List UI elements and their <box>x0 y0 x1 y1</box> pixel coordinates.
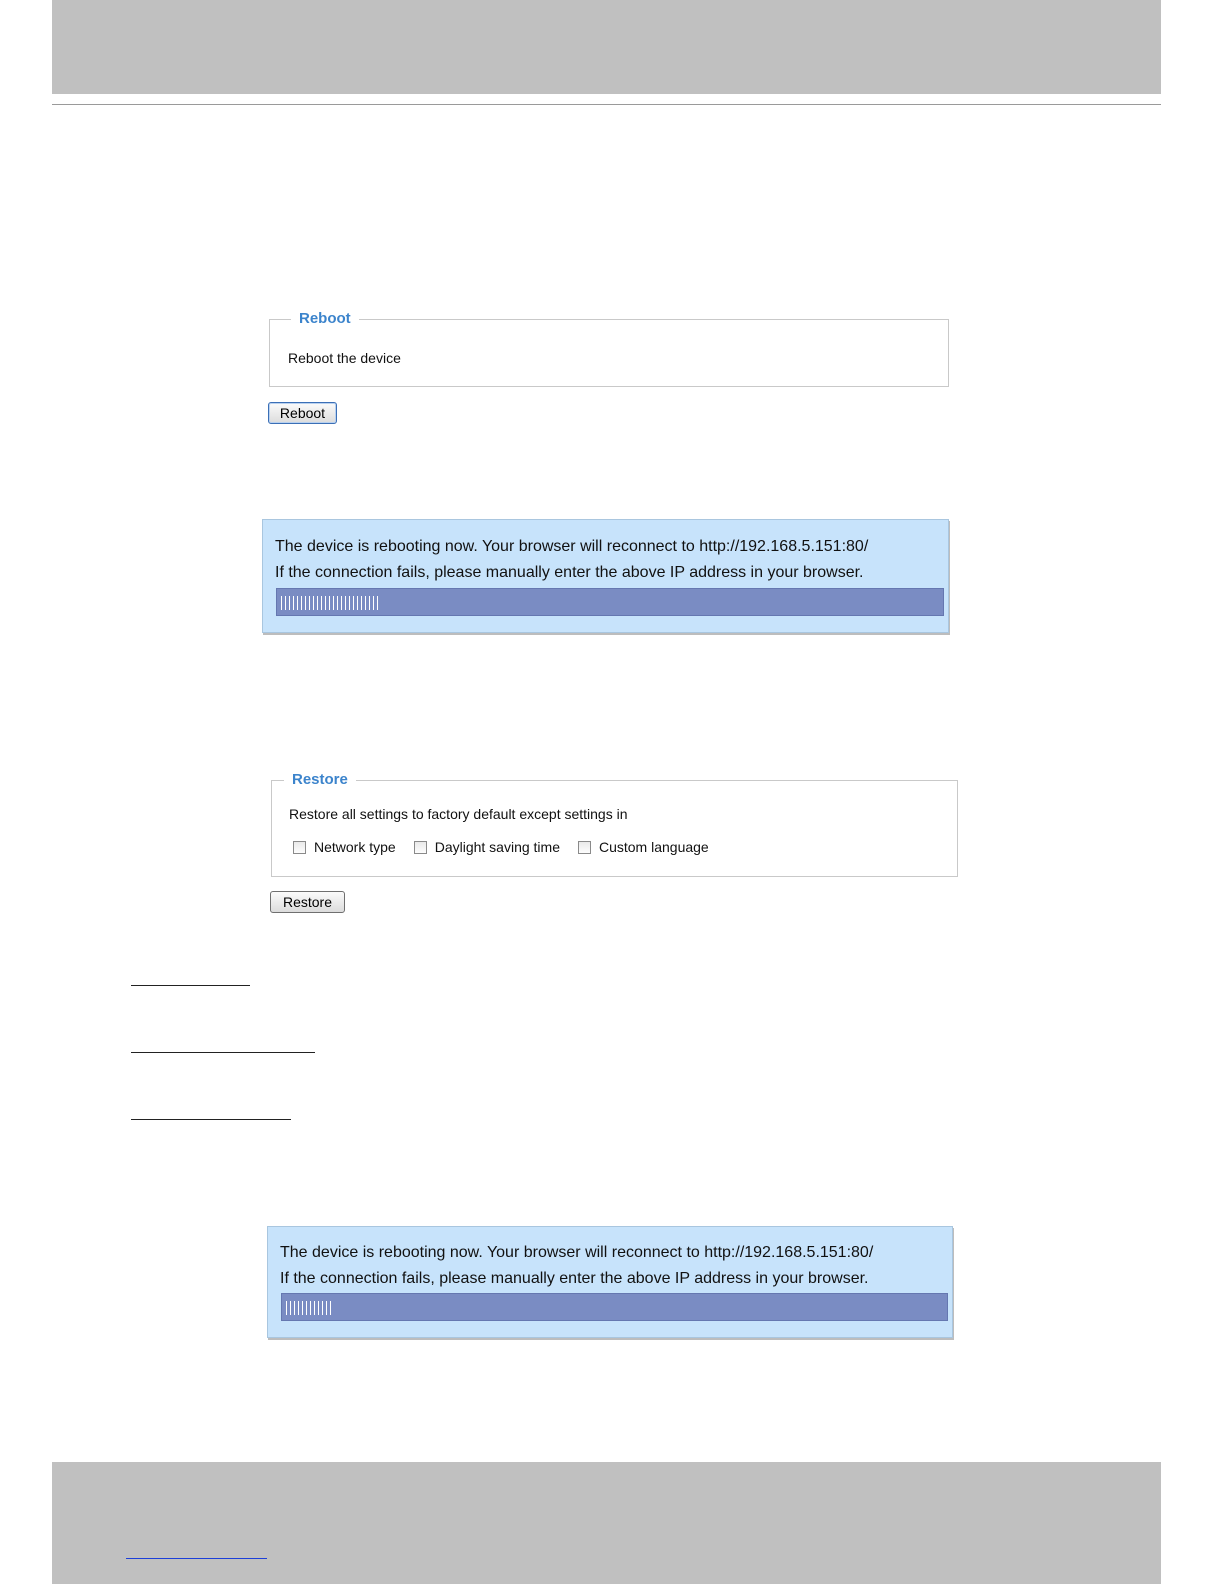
reboot-button[interactable]: Reboot <box>268 402 337 424</box>
restore-description: Restore all settings to factory default except settings in <box>289 806 628 822</box>
reboot-fieldset <box>269 310 949 387</box>
header-divider <box>52 104 1161 105</box>
network-type-checkbox[interactable] <box>293 841 306 854</box>
section-heading-underline-3 <box>131 1119 291 1120</box>
custom-language-checkbox[interactable] <box>578 841 591 854</box>
reboot-legend: Reboot <box>291 310 359 328</box>
notice-1-progress-bar <box>276 588 944 616</box>
notice-1-progress-fill <box>281 596 380 610</box>
notice-2-progress-bar <box>281 1293 948 1321</box>
notice-1-line2: If the connection fails, please manually enter the above IP address in your browser. <box>275 564 864 581</box>
restore-legend: Restore <box>284 771 356 789</box>
page-footer-band <box>52 1462 1161 1584</box>
daylight-saving-label: Daylight saving time <box>434 839 560 855</box>
reboot-description: Reboot the device <box>288 350 401 366</box>
notice-2-line1: The device is rebooting now. Your browser will reconnect to http://192.168.5.151:80/ <box>280 1244 874 1261</box>
restore-fieldset <box>271 771 958 877</box>
footer-link-underline[interactable] <box>126 1558 267 1559</box>
daylight-saving-checkbox[interactable] <box>414 841 427 854</box>
section-heading-underline-2 <box>131 1052 315 1053</box>
reboot-notice-1 <box>262 519 949 633</box>
notice-2-progress-fill <box>286 1301 332 1315</box>
reboot-notice-2 <box>267 1226 953 1338</box>
network-type-label: Network type <box>314 839 396 855</box>
restore-button[interactable]: Restore <box>270 891 345 913</box>
page-header-band <box>52 0 1161 94</box>
notice-2-line2: If the connection fails, please manually enter the above IP address in your browser. <box>280 1270 869 1287</box>
notice-1-line1: The device is rebooting now. Your browser will reconnect to http://192.168.5.151:80/ <box>275 538 869 555</box>
section-heading-underline-1 <box>131 985 250 986</box>
custom-language-label: Custom language <box>598 839 709 855</box>
restore-options <box>293 839 727 855</box>
